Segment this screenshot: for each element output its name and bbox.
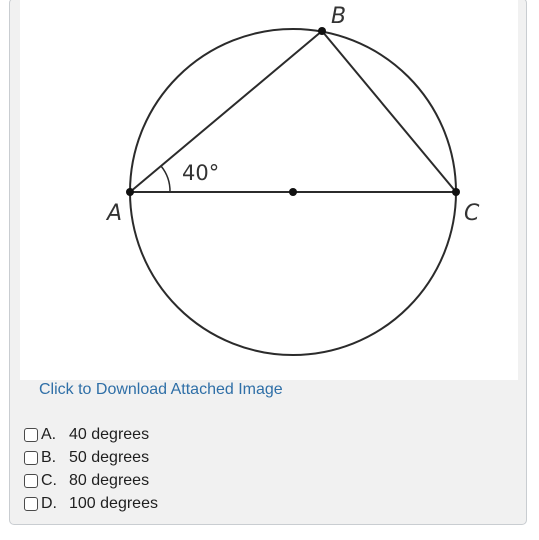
option-d-text: 100 degrees xyxy=(69,494,158,512)
option-c[interactable] xyxy=(24,469,158,492)
angle-arc xyxy=(161,166,170,192)
option-a[interactable] xyxy=(24,423,158,446)
center-point xyxy=(289,188,297,196)
answer-options xyxy=(24,423,158,515)
angle-label: 40° xyxy=(182,161,220,185)
label-c: C xyxy=(464,201,480,226)
option-b-letter: B. xyxy=(41,448,57,466)
option-b[interactable] xyxy=(24,446,158,469)
chord-bc xyxy=(322,31,456,192)
checkbox-d[interactable] xyxy=(24,497,38,511)
option-a-letter: A. xyxy=(41,425,57,443)
option-c-text: 80 degrees xyxy=(69,471,150,489)
checkbox-b[interactable] xyxy=(24,451,38,465)
label-a: A xyxy=(107,201,123,226)
option-c-letter: C. xyxy=(41,471,57,489)
checkbox-c[interactable] xyxy=(24,474,38,488)
point-a xyxy=(126,188,134,196)
option-b-text: 50 degrees xyxy=(69,448,150,466)
geometry-figure xyxy=(20,0,518,380)
chord-ab xyxy=(130,31,322,192)
option-d-letter: D. xyxy=(41,494,57,512)
option-d[interactable] xyxy=(24,492,158,515)
download-image-link[interactable]: Click to Download Attached Image xyxy=(39,381,283,398)
point-c xyxy=(452,188,460,196)
point-b xyxy=(318,27,326,35)
checkbox-a[interactable] xyxy=(24,428,38,442)
circle-diagram xyxy=(20,0,518,380)
option-a-text: 40 degrees xyxy=(69,425,150,443)
label-b: B xyxy=(331,4,347,29)
